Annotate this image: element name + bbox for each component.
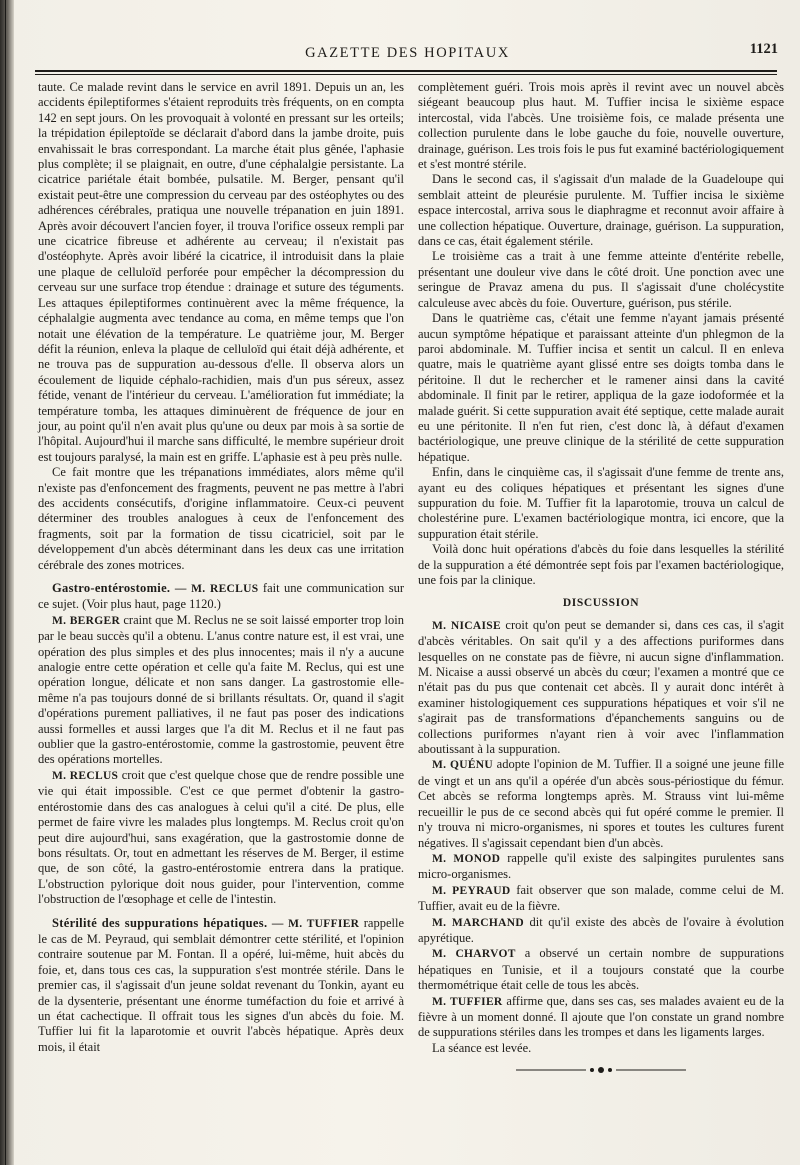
section-title-gastro: Gastro-entérostomie. [52,581,171,595]
speech-text: a observé un certain nombre de suppurations hépatiques en Tunisie, et il a toujours constaté que la courbe thermométrique était celle de tous les abcès. [418,946,785,993]
page-number: 1121 [749,41,778,57]
intervention-charvot [418,946,784,993]
paragraph-case-continuation: taute. Ce malade revint dans le service en avril 1891. Depuis un an, les accidents épileptiformes s'étaient reproduits très fréquents, on en compta 142 en sept jours. On les provoquait à volonté en pressant sur les orteils; la trépidation épileptoïde se déclarait d'abord dans la jambe droite, puis envahissait le bras correspondant. La marche était plus gênée, l'aphasie plus complète; il se plaignait, en outre, d'une céphalalgie persistante. La cicatrice pariétale était bombée, pulsatile. M. Berger, pensant qu'il existait peut-être une compression du cerveau par des ostéophytes ou des adhérences cérébrales, pratiqua une nouvelle trépanation en juin 1891. Après avoir découvert l'ancien foyer, il trouva l'orifice osseux rempli par une cicatrice fibreuse et adhérente au cerveau; il n'existait pas d'ostéophyte. Après avoir libéré la cicatrice, il introduisit dans la plaie une plaque de celluloïd perforée pour empêcher la décompression du cerveau sur une surface trop étendue : drainage et suture des téguments. Les attaques épileptiformes continuèrent avec la même fréquence, la céphalalgie augmenta avec tendance au coma, en même temps que l'on notait une élévation de la température. Le quatrième jour, M. Berger défit la réunion, enleva la plaque de celluloïd qui était déjà adhérente, et ne trouva pas de suppuration au-dessous d'elle. Il observa alors un écoulement de liquide céphalo-rachidien, mais d'un pus séreux, assez fétide, venant de l'intérieur du cerveau. L'amélioration fut immédiate; la température tomba, les attaques diminuèrent de fréquence de jour en jour, au point qu'il n'en avait plus qu'une ou deux par mois à sa sortie de l'hôpital. Aujourd'hui il marche sans difficulté, le membre supérieur droit est toujours paralysé, la main est en griffe. L'aphasie est à peu près nulle. [38,80,404,464]
speaker-charvot: M. CHARVOT [432,948,516,961]
book-binding-edge [0,0,14,1165]
speaker-nicaise: M. NICAISE [432,619,501,632]
speaker-marchand: M. MARCHAND [432,916,524,929]
discussion-heading: DISCUSSION [562,597,640,610]
speaker-tuffier: — M. TUFFIER [271,917,360,930]
intervention-berger [38,613,404,768]
journal-title: GAZETTE DES HOPITAUX [305,45,510,61]
paragraph-first-case: complètement guéri. Trois mois après il revint avec un nouvel abcès siégeant beaucoup plus haut. M. Tuffier incisa le sixième espace intercostal, vida l'abcès. Une troisième fois, ce malade présenta une collection purulente dans le lobe gauche du foie, nouvelle ouverture, drainage, guérison. Les trois fois le pus fut examiné bactériologiquement et s'est montré stérile. [418,80,784,172]
section-title-sterilite: Stérilité des suppurations hépatiques. [52,915,268,930]
paragraph-fourth-case: Dans le quatrième cas, c'était une femme n'ayant jamais présenté aucun symptôme hépatique et paraissant atteinte d'un phlegmon de la paroi abdominale. M. Tuffier incisa et sentit un calcul. Il en enleva quatre, mais le quatrième ayant glissé entre ses doigts tomba dans le péritoine. Il dut le rechercher et le ramener ainsi dans la cavité abdominale. Il finit par le retirer, appliqua de la gaze iodoformée et la malade guérit. Si cette suppuration avait été septique, cette malade aurait eu une péritonite. Il n'en fut rien, c'est donc là, à défaut d'examen bactériologique, une preuve clinique de la stérilité de cette suppuration hépatique. [418,311,784,464]
intervention-quenu [418,757,784,850]
speech-text: dit qu'il existe des abcès de l'ovaire à évolution apyrétique. [418,914,784,945]
speech-text: rappelle le cas de M. Peyraud, qui semblait démontrer cette stérilité, et l'opinion contraire soutenue par M. Fontan. Il a opéré, lui-même, huit abcès du foie, et, dans tous ces cas, la suppuration s'est montrée stérile. Dans le premier cas, il s'agissait d'un jeune soldat revenant du Tonkin, ayant eu de la dysenterie, présentant une énorme tuméfaction du foie et arrivé à un état cachectique. Il offrait tous les signes d'un abcès du foie. M. Tuffier lui fit la laparotomie et ouvrit l'abcès hépatique. Après deux mois, il était [38,915,404,1054]
left-column [38,80,404,1055]
paragraph-summary: Voilà donc huit opérations d'abcès du foie dans lesquelles la stérilité de la suppuration a été démontrée sept fois par l'examen bactériologique, une fois par la clinique. [418,542,784,587]
header-rule-thick [35,70,777,72]
intervention-reclus [38,768,404,908]
speaker-tuffier: M. TUFFIER [432,995,503,1008]
header-rule-thin [35,74,777,75]
speaker-peyraud: M. PEYRAUD [432,884,511,897]
speaker-berger: M. BERGER [52,614,121,627]
closing-line: La séance est levée. [432,1040,532,1055]
intervention-peyraud [418,883,784,915]
speech-text: adopte l'opinion de M. Tuffier. Il a soigné une jeune fille de vingt et un ans qu'il a opérée d'un abcès sous-périostique du fémur. Cet abcès se reforma longtemps après. M. Strauss vint lui-même recueillir le pus de ce second abcès qui fut opéré comme le premier. Il n'y trouva ni micro-organismes, ni spores et toutes les cultures furent négatives. Il s'agissait cependant bien d'un abcès. [418,757,784,850]
paragraph-fifth-case: Enfin, dans le cinquième cas, il s'agissait d'une femme de trente ans, ayant eu des coliques hépatiques et présentant les signes d'une suppuration du foie. M. Tuffier fit la laparotomie, trouva un calcul de cholestérine pure. L'examen bactériologique montra, ici encore, que la suppuration était stérile. [418,465,784,541]
paragraph-third-case: Le troisième cas a trait à une femme atteinte d'entérite rebelle, présentant une douleur vive dans le côté droit. Une ponction avec une seringue de Pravaz amena du pus. Il s'agissait d'une cholécystite calculeuse avec abcès du foie. Ouverture, guérison, pus stérile. [418,249,784,310]
page-header [35,40,780,64]
right-column [418,80,784,1074]
section-gastro-enterostomie [38,581,404,613]
intervention-monod [418,851,784,883]
speech-text: croit qu'on peut se demander si, dans ces cas, il s'agit d'abcès véritables. On sait qu'il y a des affections puriformes dans lesquelles on ne constate pas de fièvre, ni aucun signe d'inflammation. M. Nicaise a aussi observé un abcès du cœur; l'examen a montré que ce n'était pas du pus que contenait cet abcès. Il y aurait donc intérêt à examiner histologiquement ces suppurations hépatiques et voir s'il ne s'agirait pas de transformations d'épanchements sanguins ou de collections puriformes n'ayant rien à voir avec l'inflammation aboutissant à la suppuration. [418,617,784,757]
section-sterilite-suppurations [38,916,404,1056]
speaker-quenu: M. QUÉNU [432,759,494,772]
speech-text: croit que c'est quelque chose que de rendre possible une vie qui était impossible. C'est ce que permet d'obtenir la gastro-entérostomie dans des cas analogues à celui qu'il a cité. De plus, elle permet de faire vivre les malades plus longtemps. M. Reclus croit qu'on peut dire aujourd'hui, sans exagération, que la gastrostomie donne de bons résultats. Or, tout en admettant les réserves de M. Berger, il estime que, de son côté, la gastro-entérostomie entrera dans la pratique. L'obstruction pylorique doit nous guider, pour l'intervention, comme l'obstruction de l'œsophage et celle de l'intestin. [38,767,404,907]
ornamental-rule [516,1066,686,1074]
speech-text: rappelle qu'il existe des salpingites purulentes sans micro-organismes. [418,850,785,882]
intervention-tuffier [418,994,784,1041]
speech-text: fait observer que son malade, comme celui de M. Tuffier, avait eu de la fièvre. [418,882,784,914]
intervention-marchand [418,915,784,947]
speaker-reclus: — M. RECLUS [174,583,259,595]
intervention-nicaise [418,618,784,758]
speaker-reclus: M. RECLUS [52,769,119,782]
speaker-monod: M. MONOD [432,852,501,865]
speech-text: craint que M. Reclus ne se soit laissé emporter trop loin par le beau succès qu'il a obtenu. L'anus contre nature est, il est vrai, une opération des plus simples et des plus innocentes; mais il n'y a aucune analogie entre cette opération et celle qu'a faite M. Reclus, qui est une opération longue, délicate et non sans danger. La gastrostomie elle-même n'a pas toujours donné de si brillants résultats. Or, quand il s'agit d'opérations purement palliatives, il ne faut pas poser des indications aussi formelles et aussi larges que l'a dit M. Reclus et il ne faut pas oublier que la gastro-entérostomie, comme la gastrostomie, peuvent être des opérations mortelles. [38,612,404,767]
paragraph-second-case: Dans le second cas, il s'agissait d'un malade de la Guadeloupe qui semblait atteint de pleurésie purulente. M. Tuffier incisa le sixième espace intercostal, arriva sous le diaphragme et reconnut avoir affaire à une collection hépatique. Ouverture, drainage, guérison. La suppuration, dans ce cas, était également stérile. [418,172,784,249]
speech-text: fait une communication sur ce sujet. (Voir plus haut, page 1120.) [38,581,405,612]
paragraph-conclusion: Ce fait montre que les trépanations immédiates, alors même qu'il n'existe pas d'enfoncement des fragments, peuvent ne pas mettre à l'abri des accidents consécutifs, d'origine inflammatoire. Ceux-ci peuvent déterminer des troubles analogues à ceux de l'enfoncement des fragments, soit par la formation de tissu cicatriciel, soit par le développement d'un abcès déterminant dans les deux cas une irritation cérébrale des zones motrices. [38,465,404,572]
speech-text: affirme que, dans ses cas, ses malades avaient eu de la fièvre à un moment donné. Il ajoute que l'on constate un grand nombre de suppurations stériles dans les trompes et dans les ligaments larges. [418,993,785,1040]
